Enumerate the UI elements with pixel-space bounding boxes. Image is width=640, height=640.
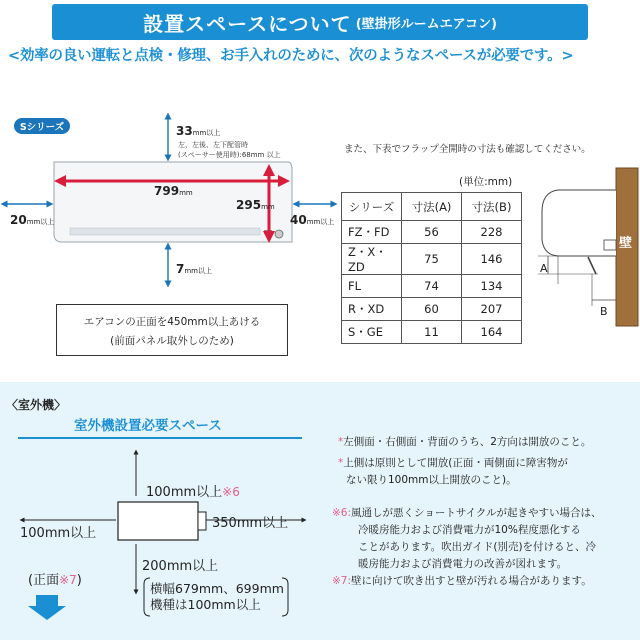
flap-dimension-table (341, 192, 522, 344)
page-title: 設置スペースについて (143, 11, 352, 36)
front-clearance-note-line-1: エアコンの正面を450mm以上あける (83, 316, 261, 328)
outdoor-note-2: *上側は原則として開放(正面・両側面に障害物が ない限り100mm以上開放のこと)。 (338, 457, 568, 486)
front-label: (正面※7) (28, 573, 82, 588)
outdoor-note-6: ※6:風通しが悪くショートサイクルが起きやすい場合は、 冷暖房能力および消費電力が10%程度悪化する ことがあります。吹出ガイド(別売)を付けると、冷 暖房能力および消費電力の改善が図れます。 (332, 507, 602, 570)
indoor-unit-louver (70, 228, 260, 235)
front-direction-arrow (28, 595, 66, 620)
top-clearance-note-2: (スペーサー使用時):68mm 以上 (178, 151, 281, 159)
left-clearance-label: 20mm以上 (10, 213, 55, 227)
flap-note: また、下表でフラップ全開時の寸法も確認してください。 (344, 144, 591, 155)
table-row: R・XD 60 207 (342, 298, 522, 321)
front-clearance-note-line-2: (前面パネル取外しのため) (110, 335, 234, 347)
outdoor-title: 室外機設置必要スペース (74, 418, 222, 434)
series-badge: Sシリーズ (14, 118, 70, 134)
table-row: FL 74 134 (342, 275, 522, 298)
width-label: 799mm (154, 184, 193, 198)
outdoor-title-underline (18, 437, 302, 439)
flap-label-a: A (540, 262, 548, 275)
front-clearance-note (56, 304, 288, 356)
outdoor-heading: 〈室外機〉 (6, 398, 67, 412)
indoor-unit-sensor (275, 230, 283, 238)
outdoor-note-7: ※7:壁に向けて吹き出すと壁が汚れる場合があります。 (332, 575, 592, 587)
table-header-a: 寸法(A) (402, 193, 462, 221)
table-header-series: シリーズ (342, 193, 402, 221)
outdoor-bottom-note-2: 機種は100mm以上 (150, 597, 261, 612)
outdoor-bottom-note-1: 横幅679mm、699mm (150, 581, 284, 596)
indoor-unit-diagram (0, 110, 340, 310)
outdoor-left-space: 100mm以上 (20, 526, 97, 541)
table-header-row (342, 193, 522, 221)
top-clearance-label: 33mm以上 (176, 124, 221, 138)
wall-label: 壁 (619, 236, 633, 251)
table-row: S・GE 11 164 (342, 321, 522, 344)
flap (588, 257, 596, 274)
flap-label-b: B (600, 305, 608, 318)
bottom-clearance-label: 7mm以上 (176, 262, 212, 276)
table-header-b: 寸法(B) (462, 193, 522, 221)
top-clearance-note-1: 左、左後、左下配管時 (178, 141, 248, 149)
outdoor-unit-valve (198, 512, 206, 530)
right-clearance-label: 40mm以上 (290, 213, 335, 227)
unit-label: (単位:mm) (459, 176, 513, 188)
outdoor-note-1: *左側面・右側面・背面のうち、2方向は開放のこと。 (338, 436, 592, 448)
page-title-bar (52, 4, 588, 40)
wall-bracket (604, 240, 616, 250)
height-label: 295mm (236, 198, 275, 212)
page-title-sub: (壁掛形ルームエアコン) (355, 16, 497, 32)
table-row: FZ・FD 56 228 (342, 221, 522, 244)
outdoor-top-space: 100mm以上※6 (146, 485, 240, 500)
table-row: Z・X・ZD 75 146 (342, 244, 522, 275)
outdoor-unit-box (118, 502, 198, 540)
outdoor-right-space: 350mm以上 (212, 516, 289, 531)
page-subtitle: <効率の良い運転と点検・修理、お手入れのために、次のようなスペースが必要です。> (8, 48, 574, 64)
outdoor-bottom-space: 200mm以上 (142, 559, 219, 574)
